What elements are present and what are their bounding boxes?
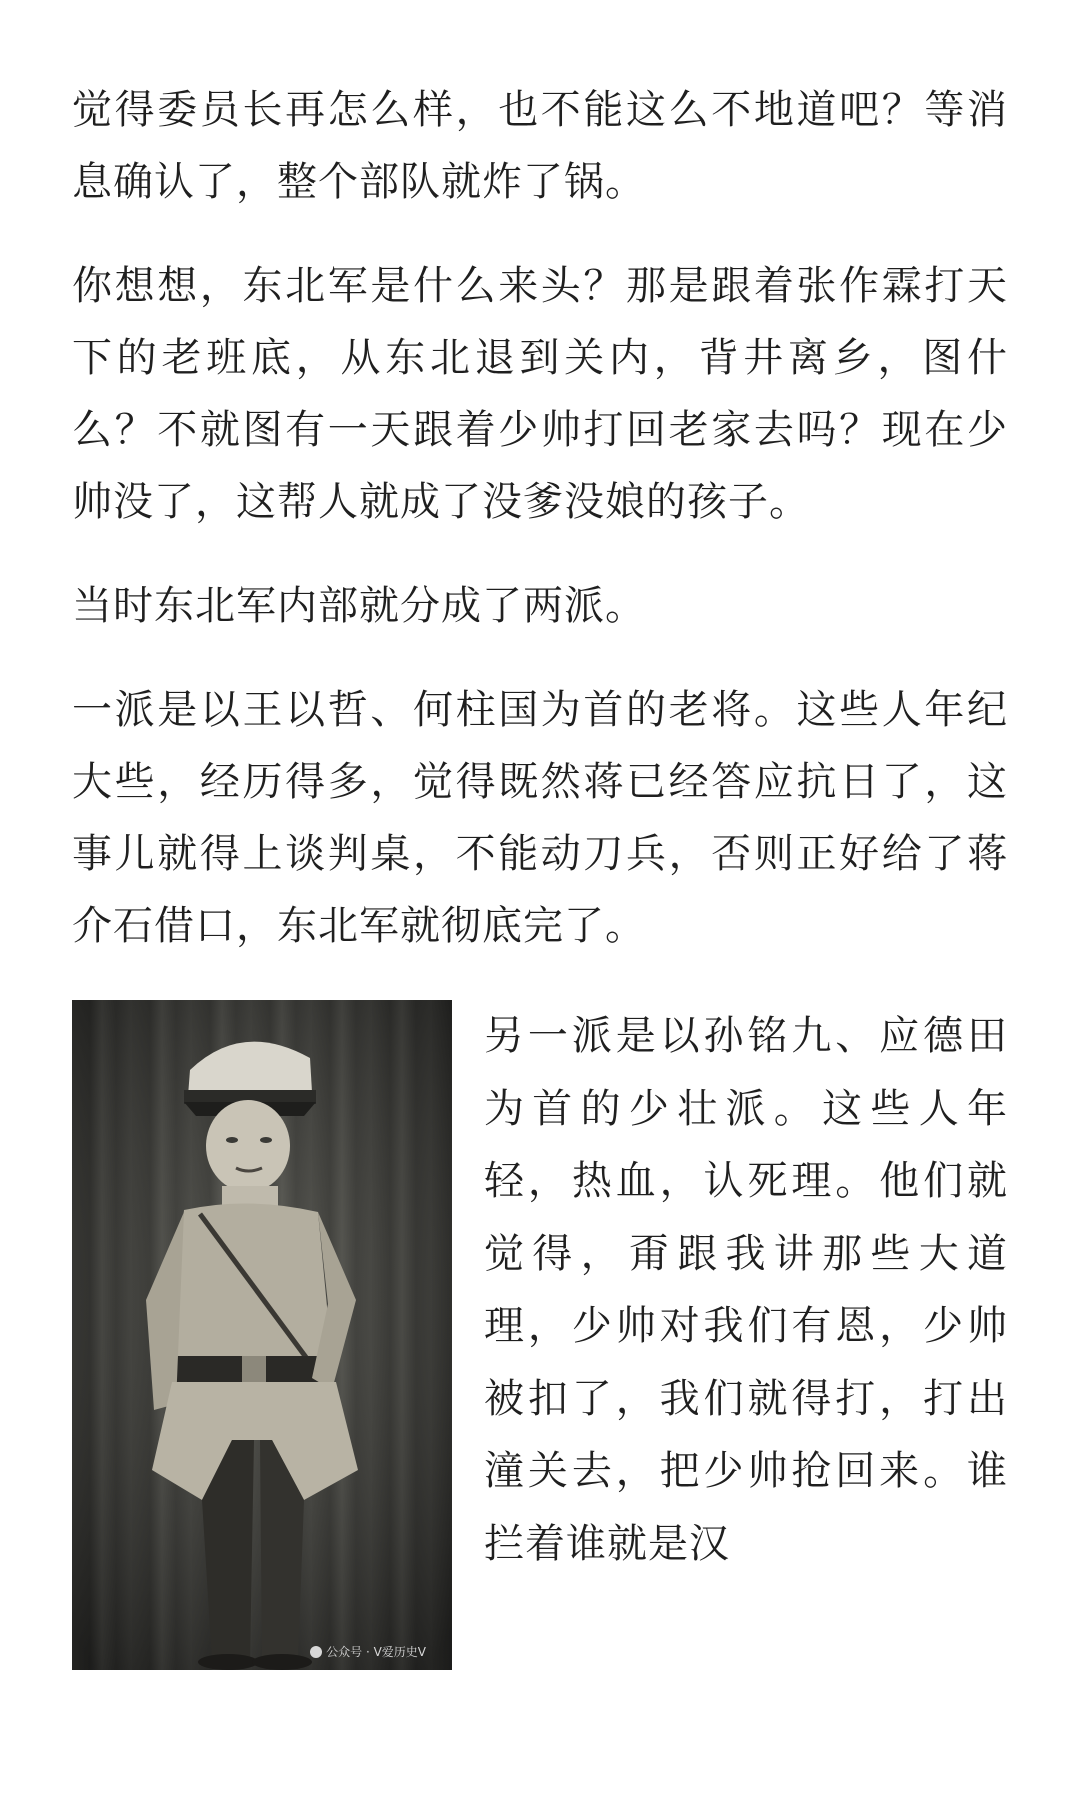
- paragraph-3: 当时东北军内部就分成了两派。: [72, 583, 646, 629]
- watermark-text: 公众号 · V爱历史V: [326, 1645, 426, 1659]
- wechat-icon: [310, 1646, 322, 1658]
- photo-with-text: [72, 1000, 1008, 1670]
- soldier-photo[interactable]: [72, 1000, 452, 1670]
- article-body: [72, 74, 1008, 1670]
- paragraph-1: 觉得委员长再怎么样，也不能这么不地道吧？等消息确认了，整个部队就炸了锅。: [72, 87, 1008, 205]
- paragraph-5: 另一派是以孙铭九、应德田为首的少壮派。这些人年轻，热血，认死理。他们就觉得，甭跟我讲那些大道理，少帅对我们有恩，少帅被扣了，我们就得打，打出潼关去，把少帅抢回来。谁拦着谁就是汉: [484, 1013, 1008, 1567]
- soldier-figure: [72, 1000, 452, 1670]
- paragraph-2: 你想想，东北军是什么来头？那是跟着张作霖打天下的老班底，从东北退到关内，背井离乡，图什么？不就图有一天跟着少帅打回老家去吗？现在少帅没了，这帮人就成了没爹没娘的孩子。: [72, 263, 1008, 525]
- photo-watermark: [310, 1643, 426, 1660]
- paragraph-4: 一派是以王以哲、何柱国为首的老将。这些人年纪大些，经历得多，觉得既然蒋已经答应抗日了，这事儿就得上谈判桌，不能动刀兵，否则正好给了蒋介石借口，东北军就彻底完了。: [72, 687, 1008, 949]
